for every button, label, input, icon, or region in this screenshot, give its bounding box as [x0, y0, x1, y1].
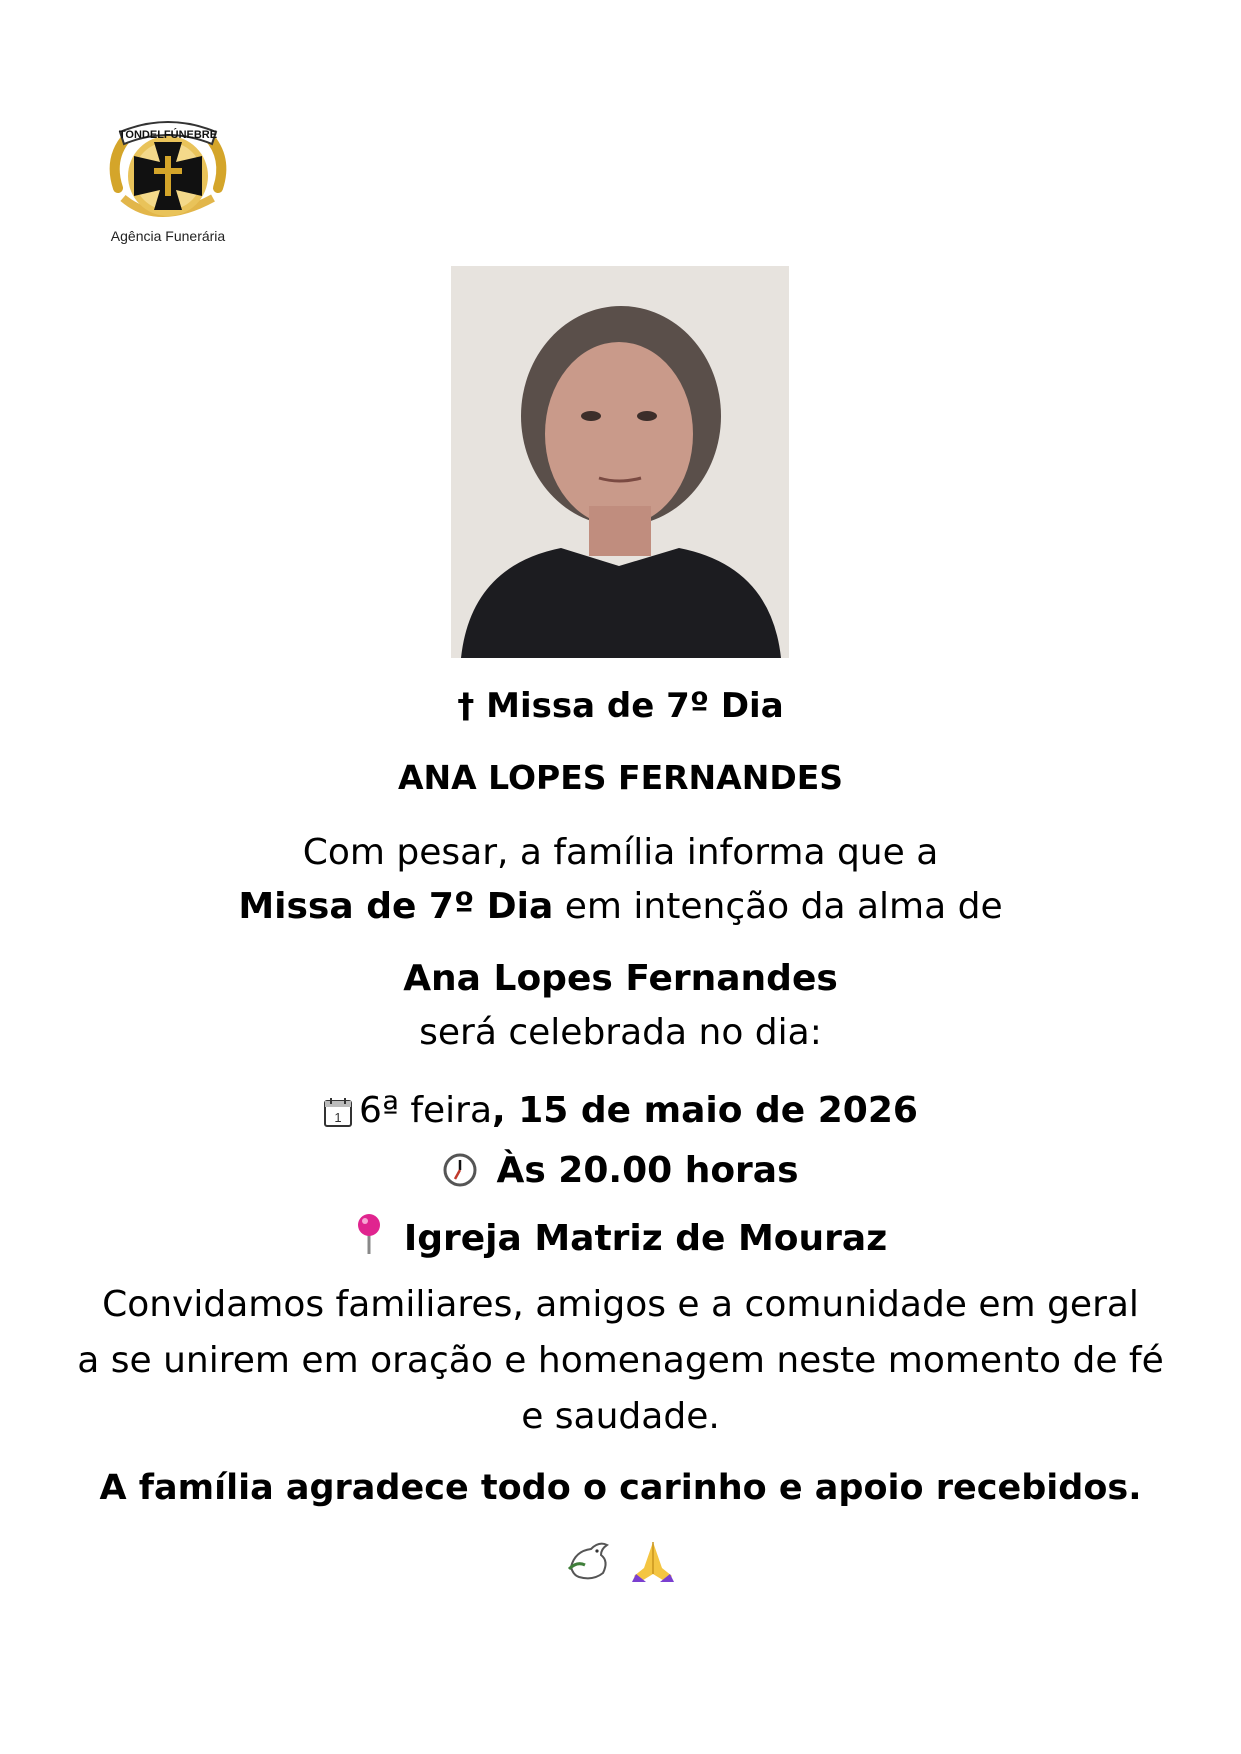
logo-caption: Agência Funerária	[110, 228, 226, 244]
portrait-photo	[451, 266, 789, 658]
thanks-text: A família agradece todo o carinho e apoio recebidos.	[99, 1468, 1142, 1508]
cross-emblem-icon	[98, 118, 238, 228]
place-line	[0, 1212, 1241, 1259]
calendar-icon	[323, 1096, 353, 1128]
celebrated-text: será celebrada no dia:	[419, 1012, 822, 1053]
intro-line-2-bold: Missa de 7º Dia	[238, 886, 554, 927]
notice-title: † Missa de 7º Dia	[457, 686, 784, 726]
closing-emojis	[0, 1538, 1241, 1584]
invite-line-2: a se unirem em oração e homenagem neste momento de fé	[77, 1340, 1164, 1381]
invite-line-3: e saudade.	[521, 1396, 720, 1437]
logo-brand: TONDELFÚNEBRE	[118, 129, 218, 141]
date-line	[0, 1090, 1241, 1131]
intro-line-2-rest: em intenção da alma de	[553, 886, 1003, 927]
clock-icon	[442, 1152, 478, 1188]
invite-line-1: Convidamos familiares, amigos e a comunidade em geral	[102, 1284, 1139, 1325]
svg-text:1: 1	[334, 1110, 342, 1125]
intro-line-2	[0, 886, 1241, 927]
date-weekday: 6ª feira	[359, 1090, 493, 1131]
deceased-name: Ana Lopes Fernandes	[403, 958, 838, 999]
pushpin-icon	[354, 1212, 384, 1256]
time-text: Às 20.00 horas	[496, 1150, 799, 1191]
date-rest: , 15 de maio de 2026	[492, 1090, 918, 1131]
intro-line-1: Com pesar, a família informa que a	[302, 832, 939, 873]
agency-logo	[98, 118, 238, 258]
deceased-name-upper: ANA LOPES FERNANDES	[397, 758, 844, 797]
praying-hands-icon	[630, 1538, 676, 1584]
time-line	[0, 1150, 1241, 1191]
dove-icon	[565, 1539, 613, 1583]
place-text: Igreja Matriz de Mouraz	[403, 1218, 888, 1259]
